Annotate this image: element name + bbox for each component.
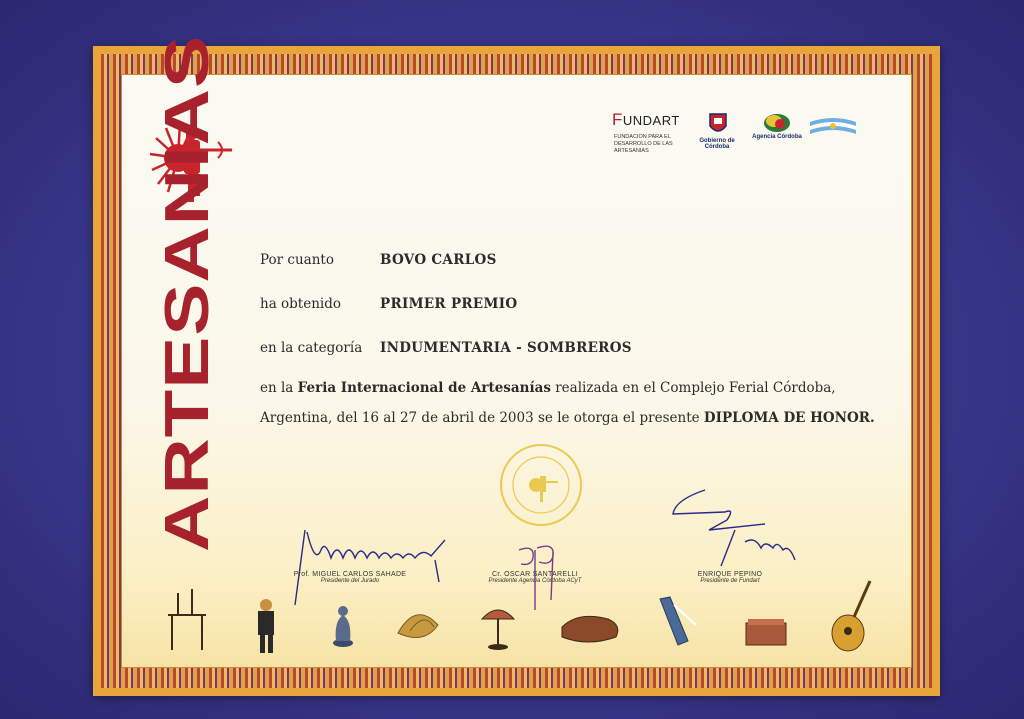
signatory-role: Presidente del Jurado (320, 578, 380, 584)
doll-figure-icon (258, 599, 274, 653)
signatory-role: Presidente Agencia Córdoba ACyT (488, 578, 582, 584)
gobierno-crest-icon (708, 112, 728, 136)
fundart-logo: FUNDART (612, 110, 680, 129)
woven-strap-icon (660, 597, 696, 645)
signatory-name: Cr. OSCAR SANTARELLI (491, 571, 578, 578)
loom-icon (168, 589, 206, 650)
lute-instrument-icon (832, 581, 870, 651)
signatory-role: Presidente de Fundart (700, 578, 760, 584)
row-label-por-cuanto: Por cuanto (260, 252, 334, 268)
signatory-name: ENRIQUE PEPINO (697, 571, 763, 578)
signatory-name: Prof. MIGUEL CARLOS SAHADE (293, 571, 407, 578)
fundart-subtitle: FUNDACION PARA EL DESARROLLO DE LAS ARTESANIAS (614, 134, 673, 154)
flag-logo-icon (808, 114, 858, 140)
statuette-icon (333, 606, 353, 647)
category-name: INDUMENTARIA - SOMBREROS (380, 340, 632, 356)
row-label-ha-obtenido: ha obtenido (260, 296, 341, 312)
basket-icon (398, 615, 438, 638)
sponsor-logos (612, 110, 862, 158)
paragraph-line-1: en la Feria Internacional de Artesanías realizada en el Complejo Ferial Córdoba, (260, 380, 836, 396)
recipient-name: BOVO CARLOS (380, 252, 497, 268)
paragraph-line-2: Argentina, del 16 al 27 de abril de 2003 se le otorga el presente DIPLOMA DE HONOR. (260, 410, 875, 426)
vertical-title: ARTESANIAS (151, 34, 222, 552)
gobierno-label: Gobierno de Córdoba (699, 138, 735, 150)
fair-seal-stamp (496, 440, 586, 530)
leather-bag-icon (562, 616, 618, 642)
wooden-box-icon (746, 619, 786, 645)
agencia-label: Agencia Córdoba (752, 134, 802, 140)
row-label-categoria: en la categoría (260, 340, 363, 356)
award-name: PRIMER PREMIO (380, 296, 518, 312)
agencia-logo-icon (762, 112, 792, 134)
lamp-icon (482, 610, 514, 650)
craft-illustrations (148, 575, 888, 660)
